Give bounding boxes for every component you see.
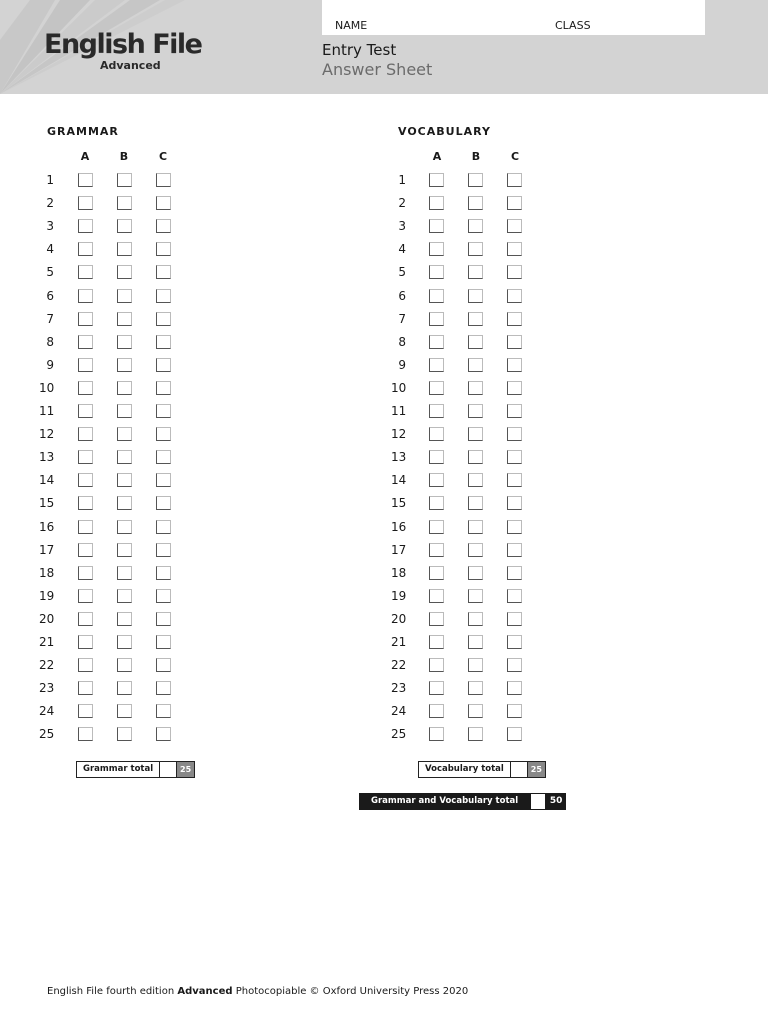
vocabulary-question-number: 16 [391,519,407,534]
vocabulary-question-number: 4 [398,242,406,257]
vocabulary-answer-box-a[interactable] [429,543,444,557]
vocabulary-answer-box-c[interactable] [507,496,522,510]
vocabulary-answer-box-b[interactable] [468,589,483,603]
vocabulary-answer-box-c[interactable] [507,289,522,303]
vocabulary-question-number: 14 [391,473,407,488]
vocabulary-answer-box-a[interactable] [429,727,444,741]
vocabulary-question-number: 7 [398,311,406,326]
vocabulary-answer-box-a[interactable] [429,450,444,464]
vocabulary-answer-box-c[interactable] [507,427,522,441]
vocabulary-row [391,588,598,604]
vocabulary-question-number: 5 [398,265,406,280]
logo [44,29,202,72]
vocabulary-question-number: 8 [398,334,406,349]
vocabulary-answer-box-c[interactable] [507,681,522,695]
grammar-question-number: 3 [46,219,54,234]
grammar-answer-box-a[interactable] [78,358,93,372]
grammar-answer-box-a[interactable] [78,219,93,233]
test-title: Entry Test [322,41,397,59]
vocabulary-question-number: 20 [391,611,407,626]
vocabulary-answer-box-b[interactable] [468,496,483,510]
vocabulary-total-label: Vocabulary total [419,762,511,777]
vocabulary-answer-box-a[interactable] [429,612,444,626]
vocabulary-answer-box-b[interactable] [468,335,483,349]
grammar-total-max: 25 [177,762,194,777]
grammar-answer-box-b[interactable] [117,450,132,464]
grammar-col-b: B [119,150,129,163]
vocabulary-answer-box-c[interactable] [507,404,522,418]
class-label: CLASS [555,19,591,32]
grammar-row [39,519,247,535]
grammar-question-number: 9 [46,357,54,372]
grammar-answer-box-c[interactable] [156,704,171,718]
vocabulary-answer-box-a[interactable] [429,658,444,672]
vocabulary-answer-box-a[interactable] [429,681,444,695]
vocabulary-row [391,426,598,442]
grammar-answer-box-b[interactable] [117,727,132,741]
vocabulary-answer-box-c[interactable] [507,704,522,718]
grammar-question-number: 23 [39,681,55,696]
grammar-answer-box-b[interactable] [117,496,132,510]
vocabulary-answer-box-a[interactable] [429,704,444,718]
vocabulary-col-a: A [432,150,442,163]
grammar-answer-box-b[interactable] [117,265,132,279]
grammar-answer-box-b[interactable] [117,473,132,487]
grammar-question-number: 18 [39,565,55,580]
footer-level: Advanced [177,986,233,997]
vocabulary-question-number: 11 [391,404,407,418]
grammar-question-number: 10 [39,380,55,395]
grammar-total-box [76,761,195,778]
vocabulary-answer-box-a[interactable] [429,496,444,510]
grammar-row [39,380,247,396]
vocabulary-answer-box-a[interactable] [429,265,444,279]
grammar-question-number: 22 [39,658,55,673]
grammar-answer-box-a[interactable] [78,289,93,303]
grammar-answer-box-b[interactable] [117,242,132,256]
grammar-total-field[interactable] [160,762,177,777]
grammar-answer-box-b[interactable] [117,312,132,326]
grammar-question-number: 6 [46,288,54,303]
vocabulary-question-number: 17 [391,542,407,557]
vocabulary-answer-box-c[interactable] [507,358,522,372]
grand-total-box [359,793,566,810]
grammar-answer-box-c[interactable] [156,727,171,741]
vocabulary-answer-box-a[interactable] [429,566,444,580]
vocabulary-question-number: 23 [391,681,407,696]
vocabulary-question-number: 18 [391,565,407,580]
footer-prefix: English File fourth edition [47,986,175,997]
grammar-answer-box-c[interactable] [156,543,171,557]
vocabulary-row [391,403,598,419]
vocabulary-answer-box-b[interactable] [468,242,483,256]
header-band [0,0,768,94]
grammar-answer-box-c[interactable] [156,589,171,603]
vocabulary-answer-box-a[interactable] [429,335,444,349]
vocabulary-row [391,519,598,535]
grammar-answer-box-b[interactable] [117,612,132,626]
vocabulary-answer-box-c[interactable] [507,727,522,741]
vocabulary-question-number: 24 [391,704,407,719]
grammar-answer-box-b[interactable] [117,358,132,372]
grammar-answer-box-b[interactable] [117,566,132,580]
grammar-answer-box-b[interactable] [117,543,132,557]
grammar-row [39,449,247,465]
vocabulary-row [398,288,598,304]
grammar-answer-box-a[interactable] [78,381,93,395]
grammar-answer-box-c[interactable] [156,612,171,626]
grammar-answer-box-c[interactable] [156,496,171,510]
grammar-row [39,542,247,558]
brand-title: English File [44,29,202,60]
vocabulary-row [391,380,598,396]
grammar-question-number: 25 [39,727,55,742]
vocabulary-answer-box-a[interactable] [429,381,444,395]
vocabulary-question-number: 25 [391,727,407,742]
vocabulary-answer-box-a[interactable] [429,242,444,256]
grammar-question-number: 16 [39,519,55,534]
grammar-question-number: 4 [46,242,54,257]
grammar-answer-box-a[interactable] [78,612,93,626]
grammar-row [39,565,247,581]
vocabulary-answer-box-b[interactable] [468,358,483,372]
footer [47,986,468,997]
vocabulary-total-field[interactable] [511,762,528,777]
grammar-answer-box-a[interactable] [78,242,93,256]
grammar-question-number: 1 [46,173,54,187]
vocabulary-answer-box-a[interactable] [429,312,444,326]
vocabulary-row [398,218,598,234]
vocabulary-row [391,703,598,719]
grammar-question-number: 24 [39,704,55,719]
vocabulary-row [391,449,598,465]
grammar-question-number: 15 [39,496,55,511]
grammar-answer-box-c[interactable] [156,566,171,580]
vocabulary-answer-box-a[interactable] [429,635,444,649]
grammar-question-number: 5 [46,265,54,280]
grammar-question-number: 14 [39,473,55,488]
grammar-answer-box-a[interactable] [78,196,93,210]
grammar-answer-box-c[interactable] [156,635,171,649]
grammar-answer-box-a[interactable] [78,589,93,603]
vocabulary-answer-box-a[interactable] [429,173,444,187]
grammar-row [39,403,247,419]
grammar-row [47,172,247,188]
grammar-row [47,218,247,234]
vocabulary-question-number: 10 [391,380,407,395]
grammar-answer-box-c[interactable] [156,196,171,210]
vocabulary-answer-box-a[interactable] [429,427,444,441]
grammar-answer-box-a[interactable] [78,427,93,441]
grammar-row [47,288,247,304]
grammar-answer-box-b[interactable] [117,196,132,210]
grammar-row [39,472,247,488]
vocabulary-row [391,495,598,511]
grammar-answer-box-c[interactable] [156,173,171,187]
vocabulary-answer-box-a[interactable] [429,196,444,210]
grammar-answer-box-a[interactable] [78,473,93,487]
grammar-question-number: 12 [39,427,55,442]
grammar-answer-box-a[interactable] [78,265,93,279]
vocabulary-answer-box-a[interactable] [429,404,444,418]
vocabulary-answer-box-b[interactable] [468,450,483,464]
vocabulary-answer-box-b[interactable] [468,289,483,303]
vocabulary-row [391,680,598,696]
vocabulary-answer-box-a[interactable] [429,589,444,603]
grammar-answer-box-a[interactable] [78,173,93,187]
grammar-answer-box-c[interactable] [156,404,171,418]
vocabulary-answer-box-b[interactable] [468,427,483,441]
vocabulary-answer-box-a[interactable] [429,473,444,487]
grammar-answer-box-a[interactable] [78,635,93,649]
grammar-answer-box-a[interactable] [78,404,93,418]
grammar-answer-box-b[interactable] [117,427,132,441]
grammar-question-number: 17 [39,542,55,557]
vocabulary-question-number: 12 [391,427,407,442]
grammar-row [47,357,247,373]
vocabulary-question-number: 13 [391,450,407,465]
vocabulary-question-number: 22 [391,658,407,673]
grammar-answer-box-b[interactable] [117,381,132,395]
grammar-answer-box-a[interactable] [78,566,93,580]
vocabulary-answer-box-b[interactable] [468,265,483,279]
vocabulary-answer-box-b[interactable] [468,704,483,718]
grammar-answer-box-c[interactable] [156,681,171,695]
grammar-answer-box-c[interactable] [156,381,171,395]
vocabulary-question-number: 2 [398,196,406,211]
grammar-question-number: 8 [46,334,54,349]
grammar-answer-box-c[interactable] [156,242,171,256]
vocabulary-answer-box-c[interactable] [507,312,522,326]
grammar-answer-box-a[interactable] [78,704,93,718]
vocabulary-answer-box-c[interactable] [507,219,522,233]
grammar-answer-box-a[interactable] [78,681,93,695]
vocabulary-answer-box-c[interactable] [507,265,522,279]
grammar-answer-box-a[interactable] [78,727,93,741]
grammar-answer-box-b[interactable] [117,173,132,187]
vocabulary-answer-box-b[interactable] [468,404,483,418]
vocabulary-answer-box-b[interactable] [468,381,483,395]
vocabulary-answer-box-a[interactable] [429,358,444,372]
name-class-box [322,0,705,35]
vocabulary-answer-box-c[interactable] [507,173,522,187]
grammar-answer-box-b[interactable] [117,404,132,418]
vocabulary-row [391,634,598,650]
vocabulary-answer-box-c[interactable] [507,589,522,603]
grammar-answer-box-a[interactable] [78,312,93,326]
grammar-answer-box-b[interactable] [117,335,132,349]
vocabulary-row [391,726,598,742]
grammar-answer-box-c[interactable] [156,289,171,303]
vocabulary-answer-box-c[interactable] [507,450,522,464]
grammar-row [39,426,247,442]
grammar-row [47,264,247,280]
vocabulary-col-b: B [471,150,481,163]
vocabulary-row [398,311,598,327]
vocabulary-total-max: 25 [528,762,545,777]
grammar-answer-box-b[interactable] [117,219,132,233]
grammar-row [47,241,247,257]
grand-total-label: Grammar and Vocabulary total [371,796,519,806]
vocabulary-answer-box-b[interactable] [468,658,483,672]
vocabulary-question-number: 6 [398,288,406,303]
grammar-answer-box-b[interactable] [117,289,132,303]
grammar-question-number: 19 [39,588,55,603]
vocabulary-question-number: 15 [391,496,407,511]
grammar-answer-box-c[interactable] [156,358,171,372]
vocabulary-answer-box-b[interactable] [468,635,483,649]
grammar-answer-box-b[interactable] [117,589,132,603]
vocabulary-answer-box-b[interactable] [468,473,483,487]
level-label: Advanced [100,59,161,72]
vocabulary-answer-box-b[interactable] [468,312,483,326]
grammar-row [39,680,247,696]
vocabulary-answer-box-b[interactable] [468,566,483,580]
grammar-answer-box-c[interactable] [156,427,171,441]
grammar-answer-box-c[interactable] [156,658,171,672]
grammar-row [39,495,247,511]
footer-suffix: Photocopiable © Oxford University Press 2020 [235,986,469,997]
vocabulary-row [398,357,598,373]
vocabulary-answer-box-b[interactable] [468,219,483,233]
grammar-question-number: 21 [39,635,55,649]
grammar-col-c: C [158,150,168,163]
vocabulary-question-number: 9 [398,357,406,372]
grammar-answer-box-b[interactable] [117,520,132,534]
vocabulary-answer-box-b[interactable] [468,612,483,626]
grammar-question-number: 2 [46,196,54,211]
grammar-answer-box-c[interactable] [156,473,171,487]
grammar-answer-box-b[interactable] [117,681,132,695]
vocabulary-answer-box-b[interactable] [468,543,483,557]
grammar-title: GRAMMAR [47,125,119,138]
grand-total-max: 50 [549,796,563,806]
grammar-row [39,611,247,627]
vocabulary-answer-box-c[interactable] [507,612,522,626]
grammar-question-number: 7 [46,311,54,326]
vocabulary-question-number: 1 [398,173,406,187]
vocabulary-title: VOCABULARY [398,125,491,138]
vocabulary-answer-box-a[interactable] [429,520,444,534]
vocabulary-answer-box-b[interactable] [468,520,483,534]
vocabulary-answer-box-c[interactable] [507,520,522,534]
vocabulary-answer-box-c[interactable] [507,635,522,649]
vocabulary-row [391,611,598,627]
vocabulary-answer-box-c[interactable] [507,196,522,210]
vocabulary-answer-box-b[interactable] [468,196,483,210]
vocabulary-row [391,542,598,558]
grammar-answer-box-a[interactable] [78,496,93,510]
grammar-answer-box-a[interactable] [78,543,93,557]
grammar-answer-box-b[interactable] [117,635,132,649]
vocabulary-answer-box-c[interactable] [507,566,522,580]
grammar-answer-box-c[interactable] [156,219,171,233]
vocabulary-answer-box-b[interactable] [468,173,483,187]
grammar-col-a: A [80,150,90,163]
vocabulary-row [398,241,598,257]
grammar-question-number: 13 [39,450,55,465]
grammar-question-number: 11 [39,404,55,418]
grammar-total-label: Grammar total [77,762,160,777]
vocabulary-row [391,472,598,488]
grammar-row [47,311,247,327]
grammar-answer-box-a[interactable] [78,658,93,672]
grammar-answer-box-a[interactable] [78,520,93,534]
grammar-row [39,703,247,719]
vocabulary-row [391,657,598,673]
vocabulary-row [391,565,598,581]
vocabulary-answer-box-a[interactable] [429,219,444,233]
grammar-row [47,195,247,211]
grammar-answer-box-c[interactable] [156,335,171,349]
grammar-question-number: 20 [39,611,55,626]
vocabulary-answer-box-a[interactable] [429,289,444,303]
grammar-answer-box-c[interactable] [156,520,171,534]
grammar-answer-box-b[interactable] [117,658,132,672]
vocabulary-row [398,334,598,350]
grammar-answer-box-a[interactable] [78,335,93,349]
name-label: NAME [335,19,368,32]
grammar-answer-box-b[interactable] [117,704,132,718]
vocabulary-answer-box-c[interactable] [507,381,522,395]
vocabulary-row [398,264,598,280]
vocabulary-answer-box-b[interactable] [468,727,483,741]
grammar-row [39,657,247,673]
vocabulary-answer-box-b[interactable] [468,681,483,695]
vocabulary-answer-box-c[interactable] [507,335,522,349]
sheet-title: Answer Sheet [322,60,433,79]
vocabulary-answer-box-c[interactable] [507,543,522,557]
grammar-row [39,726,247,742]
grand-total-field[interactable] [530,793,546,810]
vocabulary-row [398,172,598,188]
vocabulary-answer-box-c[interactable] [507,658,522,672]
vocabulary-question-number: 3 [398,219,406,234]
vocabulary-row [398,195,598,211]
grammar-row [47,334,247,350]
grammar-row [39,588,247,604]
grammar-answer-box-c[interactable] [156,265,171,279]
grammar-row [39,634,247,650]
grammar-answer-box-c[interactable] [156,312,171,326]
vocabulary-question-number: 19 [391,588,407,603]
vocabulary-answer-box-c[interactable] [507,242,522,256]
grammar-answer-box-a[interactable] [78,450,93,464]
vocabulary-col-c: C [510,150,520,163]
vocabulary-answer-box-c[interactable] [507,473,522,487]
vocabulary-question-number: 21 [391,635,407,649]
vocabulary-total-box [418,761,546,778]
grammar-answer-box-c[interactable] [156,450,171,464]
